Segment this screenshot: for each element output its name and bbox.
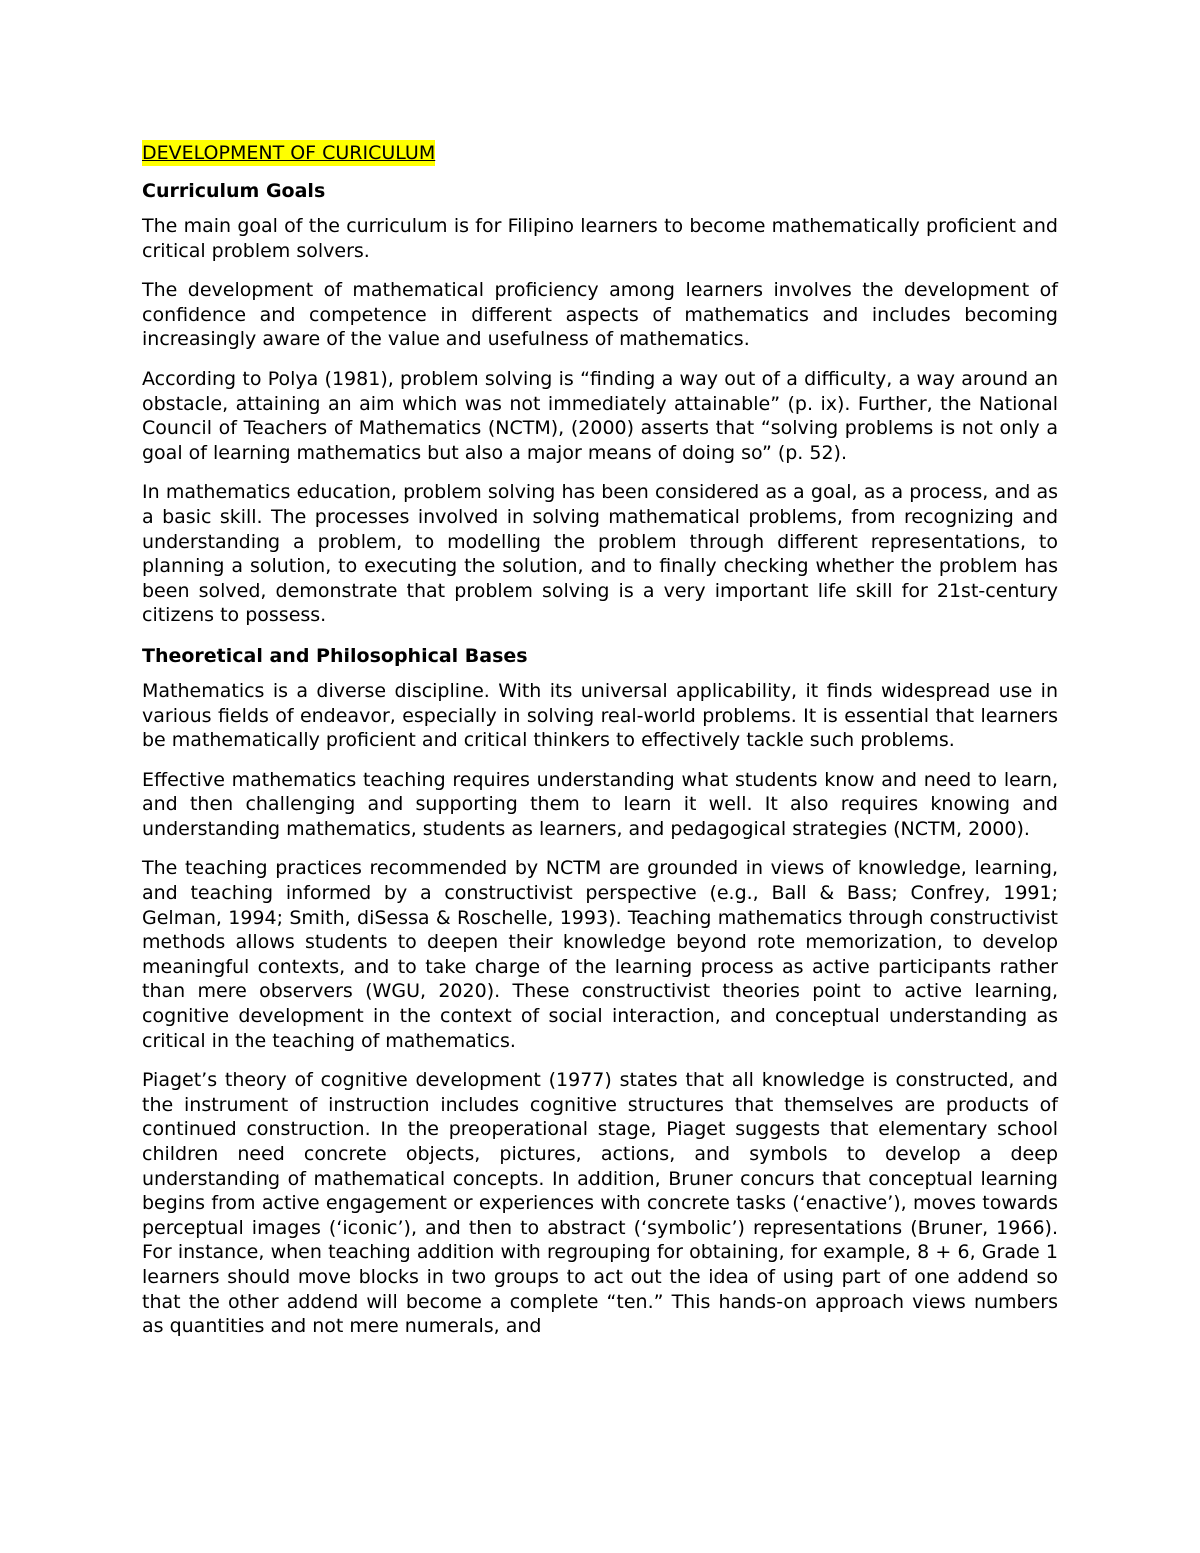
paragraph: According to Polya (1981), problem solving is “finding a way out of a difficulty, a way around an obstacle, attaining an aim which was not immediately attainable” (p. ix). Further, the National Council of Teachers of Mathematics (NCTM), (2000) asserts that “solving problems is not only a goal of learning mathematics but also a major means of doing so” (p. 52). (142, 367, 1058, 464)
section-curriculum-goals (142, 178, 1058, 628)
paragraph: The teaching practices recommended by NCTM are grounded in views of knowledge, learning, and teaching informed by a constructivist perspective (e.g., Ball & Bass; Confrey, 1991; Gelman, 1994; Smith, diSessa & Roschelle, 1993). Teaching mathematics through constructivist methods allows students to deepen their knowledge beyond rote memorization, to develop meaningful contexts, and to take charge of the learning process as active participants rather than mere observers (WGU, 2020). These constructivist theories point to active learning, cognitive development in the context of social interaction, and conceptual understanding as critical in the teaching of mathematics. (142, 857, 1058, 1052)
document-page (142, 140, 1058, 1339)
document-title: DEVELOPMENT OF CURICULUM (142, 142, 436, 164)
section-heading: Curriculum Goals (142, 180, 326, 202)
paragraph: The main goal of the curriculum is for Filipino learners to become mathematically proficient and critical problem solvers. (142, 215, 1058, 262)
title-block (142, 140, 1058, 178)
paragraph: Mathematics is a diverse discipline. With its universal applicability, it finds widespread use in various fields of endeavor, especially in solving real-world problems. It is essential that learners be mathematically proficient and critical thinkers to effectively tackle such problems. (142, 679, 1058, 752)
paragraph: In mathematics education, problem solving has been considered as a goal, as a process, and as a basic skill. The processes involved in solving mathematical problems, from recognizing and understanding a problem, to modelling the problem through different representations, to planning a solution, to executing the solution, and to finally checking whether the problem has been solved, demonstrate that problem solving is a very important life skill for 21st-century citizens to possess. (142, 481, 1058, 627)
section-heading: Theoretical and Philosophical Bases (142, 644, 528, 667)
paragraph: Effective mathematics teaching requires understanding what students know and need to learn, and then challenging and supporting them to learn it well. It also requires knowing and understanding mathematics, students as learners, and pedagogical strategies (NCTM, 2000). (142, 768, 1058, 840)
paragraph: The development of mathematical proficiency among learners involves the development of confidence and competence in different aspects of mathematics and includes becoming increasingly aware of the value and usefulness of mathematics. (142, 279, 1058, 351)
section-theoretical-bases (142, 643, 1058, 1339)
paragraph: Piaget’s theory of cognitive development (1977) states that all knowledge is constructed, and the instrument of instruction includes cognitive structures that themselves are products of continued construction. In the preoperational stage, Piaget suggests that elementary school children need concrete objects, pictures, actions, and symbols to develop a deep understanding of mathematical concepts. In addition, Bruner concurs that conceptual learning begins from active engagement or experiences with concrete tasks (‘enactive’), moves towards perceptual images (‘iconic’), and then to abstract (‘symbolic’) representations (Bruner, 1966). For instance, when teaching addition with regrouping for obtaining, for example, 8 + 6, Grade 1 learners should move blocks in two groups to act out the idea of using part of one addend so that the other addend will become a complete “ten.” This hands-on approach views numbers as quantities and not mere numerals, and (142, 1069, 1058, 1338)
